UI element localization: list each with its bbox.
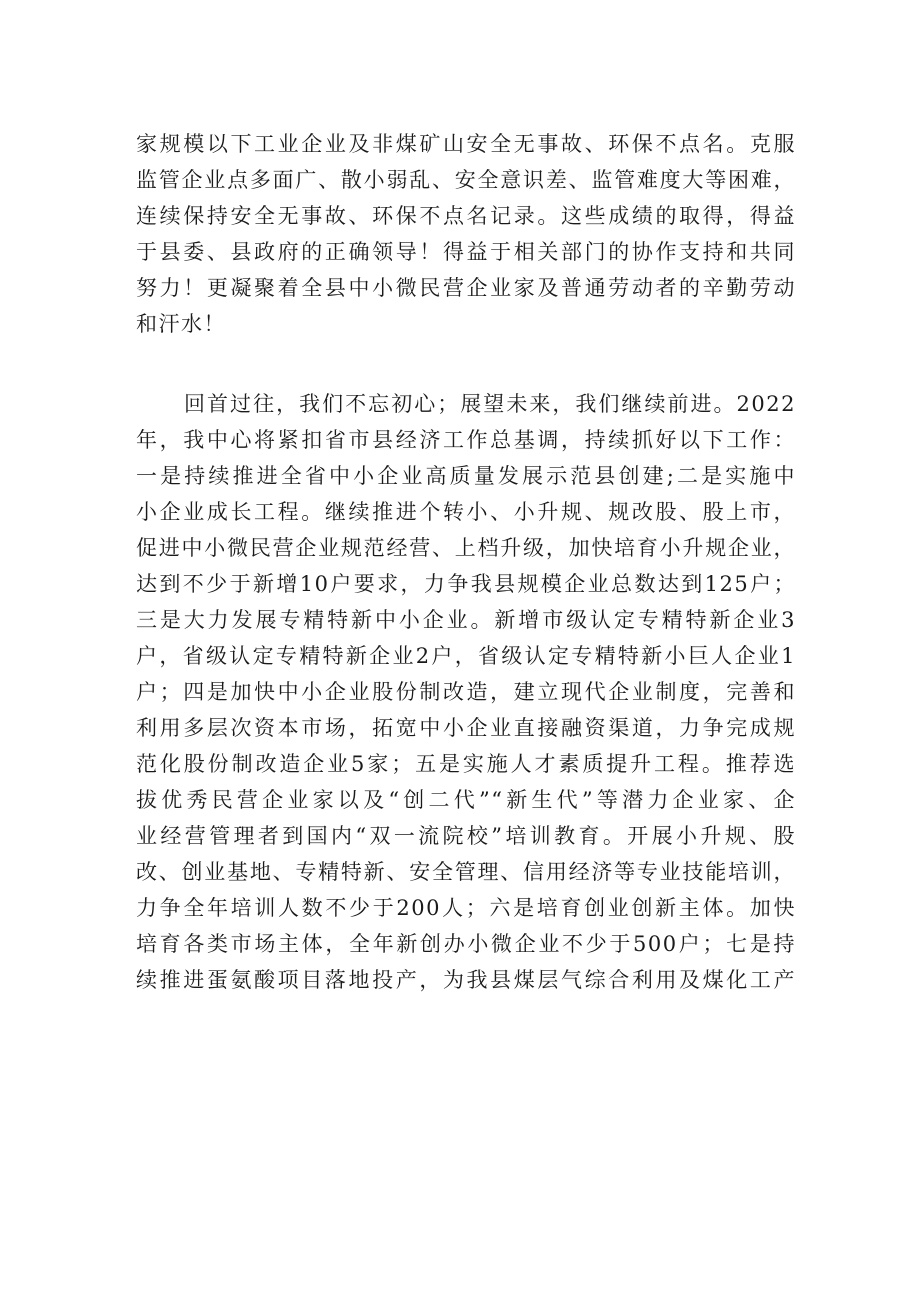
paragraph2-line: 三是大力发展专精特新中小企业。新增市级认定专精特新企业3 [136,608,796,632]
paragraph2-line: 拔优秀民营企业家以及“创二代”“新生代”等潜力企业家、企 [136,788,796,812]
paragraph2-line: 户，省级认定专精特新企业2户，省级认定专精特新小巨人企业1 [136,644,796,668]
paragraph1-line: 和汗水！ [136,312,226,336]
paragraph1-line: 监管企业点多面广、散小弱乱、安全意识差、监管难度大等困难， [136,168,796,192]
paragraph2-line: 续推进蛋氨酸项目落地投产，为我县煤层气综合利用及煤化工产 [136,968,796,992]
paragraph1-line: 连续保持安全无事故、环保不点名记录。这些成绩的取得，得益 [136,204,796,228]
paragraph2-line: 小企业成长工程。继续推进个转小、小升规、规改股、股上市， [136,500,796,524]
paragraph2-line: 一是持续推进全省中小企业高质量发展示范县创建;二是实施中 [136,464,796,488]
paragraph2-line: 力争全年培训人数不少于200人；六是培育创业创新主体。加快 [136,896,796,920]
paragraph1-line: 于县委、县政府的正确领导！得益于相关部门的协作支持和共同 [136,240,796,264]
paragraph2-line: 业经营管理者到国内“双一流院校”培训教育。开展小升规、股 [136,824,796,848]
paragraph2-line: 户；四是加快中小企业股份制改造，建立现代企业制度，完善和 [136,680,796,704]
paragraph2-line: 年，我中心将紧扣省市县经济工作总基调，持续抓好以下工作： [136,428,796,452]
paragraph1-line: 努力！更凝聚着全县中小微民营企业家及普通劳动者的辛勤劳动 [136,276,796,300]
paragraph2-line: 利用多层次资本市场，拓宽中小企业直接融资渠道，力争完成规 [136,716,796,740]
paragraph2-line: 范化股份制改造企业5家；五是实施人才素质提升工程。推荐选 [136,752,796,776]
paragraph2-line: 培育各类市场主体，全年新创办小微企业不少于500户；七是持 [136,932,796,956]
paragraph2-line: 促进中小微民营企业规范经营、上档升级，加快培育小升规企业， [136,536,796,560]
paragraph1-line: 家规模以下工业企业及非煤矿山安全无事故、环保不点名。克服 [136,132,796,156]
paragraph2-line: 改、创业基地、专精特新、安全管理、信用经济等专业技能培训， [136,860,796,884]
paragraph2-line: 达到不少于新增10户要求，力争我县规模企业总数达到125户； [136,572,796,596]
paragraph2-first-line: 回首过往，我们不忘初心；展望未来，我们继续前进。2022 [184,392,796,416]
